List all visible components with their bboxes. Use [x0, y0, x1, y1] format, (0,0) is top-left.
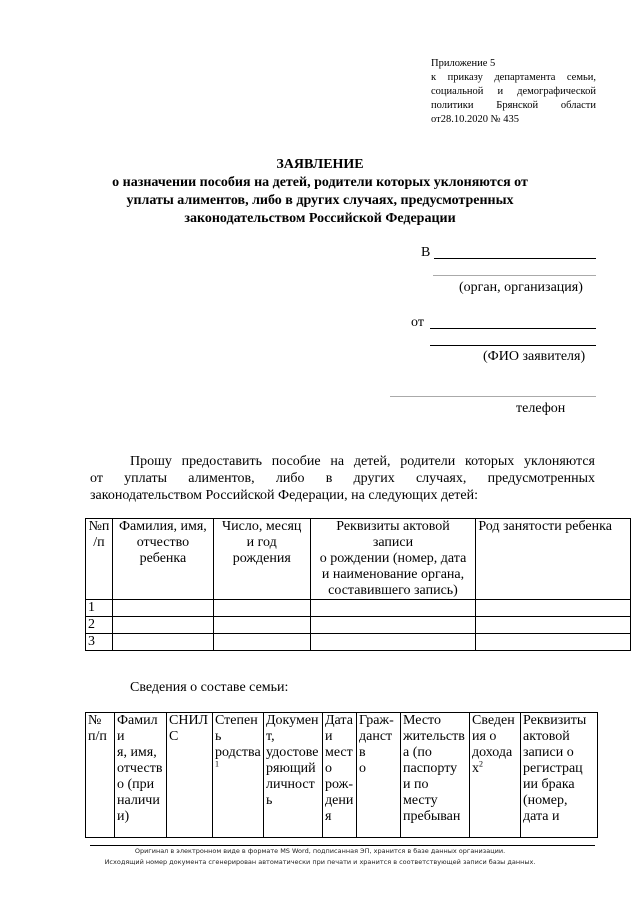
to-field-line[interactable]	[434, 258, 596, 259]
family-col-marriage-record: Реквизиты актовой записи о регистрац ии брака (номер, дата и	[521, 713, 598, 838]
family-col-snils: СНИЛ С	[167, 713, 213, 838]
cell-occupation[interactable]	[476, 634, 631, 651]
col-number-header: №п /п	[86, 519, 113, 600]
cell-child-name[interactable]	[112, 634, 213, 651]
to-caption: (орган, организация)	[459, 280, 583, 295]
family-col-id-document: Докумен т, удостове ряющий личност ь	[264, 713, 323, 838]
table-row	[86, 617, 631, 634]
footer-line-1: Оригинал в электронном виде в формате MS Word, подписанная ЭП, хранится в базе данных организации.	[134, 847, 506, 855]
table-row	[86, 634, 631, 651]
family-caption: Сведения о составе семьи:	[130, 680, 289, 695]
request-paragraph	[90, 453, 595, 504]
request-line-2: от уплаты алиментов, либо в других случаях, предусмотренных	[90, 471, 595, 486]
document-title: ЗАЯВЛЕНИЕ	[276, 157, 364, 172]
row-number: 2	[86, 617, 113, 634]
appendix-line-2: к приказу департамента семьи,	[431, 72, 596, 83]
col-occupation-header: Род занятости ребенка	[476, 519, 631, 600]
appendix-line-4: политики Брянской области	[431, 100, 596, 111]
family-table	[85, 712, 598, 838]
row-number: 3	[86, 634, 113, 651]
to-prefix: В	[421, 245, 431, 260]
cell-child-name[interactable]	[112, 617, 213, 634]
children-table	[85, 518, 631, 651]
cell-birth-date[interactable]	[213, 600, 310, 617]
from-field-line[interactable]	[430, 328, 596, 329]
table-row	[86, 600, 631, 617]
appendix-block	[431, 57, 596, 127]
children-table-header	[86, 519, 631, 600]
family-col-citizenship: Граж- данств о	[357, 713, 401, 838]
phone-field-line[interactable]	[390, 396, 596, 397]
phone-caption: телефон	[516, 401, 566, 416]
family-col-birth: Дата и мест о рож- дени я	[323, 713, 357, 838]
cell-birth-record[interactable]	[310, 617, 476, 634]
appendix-line-3: социальной и демографической	[431, 86, 596, 97]
appendix-line-5: от28.10.2020 № 435	[431, 114, 519, 125]
cell-birth-date[interactable]	[213, 617, 310, 634]
family-table-header	[86, 713, 598, 838]
from-prefix: от	[411, 315, 424, 330]
row-number: 1	[86, 600, 113, 617]
request-line-1: Прошу предоставить пособие на детей, родители которых уклоняются	[130, 454, 595, 469]
from-field-line-2[interactable]	[430, 345, 596, 346]
footer-line-2: Исходящий номер документа сгенерирован автоматически при печати и хранится в соответствующей записи базы данных.	[104, 858, 536, 866]
cell-child-name[interactable]	[112, 600, 213, 617]
col-birth-date-header: Число, месяц и год рождения	[213, 519, 310, 600]
family-col-number: № п/п	[86, 713, 115, 838]
col-child-name-header: Фамилия, имя, отчество ребенка	[112, 519, 213, 600]
cell-occupation[interactable]	[476, 617, 631, 634]
cell-birth-date[interactable]	[213, 634, 310, 651]
family-col-name: Фамили я, имя, отчеств о (при наличи и)	[115, 713, 167, 838]
document-subtitle-line-1: о назначении пособия на детей, родители которых уклоняются от	[112, 175, 528, 190]
col-birth-record-header: Реквизиты актовой записи о рождении (номер, дата и наименование органа, составившего запись)	[310, 519, 476, 600]
family-col-residence: Место жительств а (по паспорту и по месту пребыван	[401, 713, 470, 838]
family-col-kinship: Степен ь родства$^1$	[213, 713, 264, 838]
cell-occupation[interactable]	[476, 600, 631, 617]
family-col-income: Сведен ия о дохода $х^2$	[470, 713, 521, 838]
document-subtitle-line-2: уплаты алиментов, либо в других случаях, предусмотренных	[126, 193, 514, 208]
to-field-line-2[interactable]	[433, 275, 596, 276]
request-line-3: законодательством Российской Федерации, на следующих детей:	[90, 488, 478, 503]
appendix-line-1: Приложение 5	[431, 58, 496, 69]
document-subtitle-line-3: законодательством Российской Федерации	[184, 211, 456, 226]
footnote-mark-1: 1	[215, 759, 219, 769]
from-caption: (ФИО заявителя)	[483, 349, 586, 364]
footnote-mark-2: 2	[479, 759, 483, 769]
cell-birth-record[interactable]	[310, 600, 476, 617]
cell-birth-record[interactable]	[310, 634, 476, 651]
